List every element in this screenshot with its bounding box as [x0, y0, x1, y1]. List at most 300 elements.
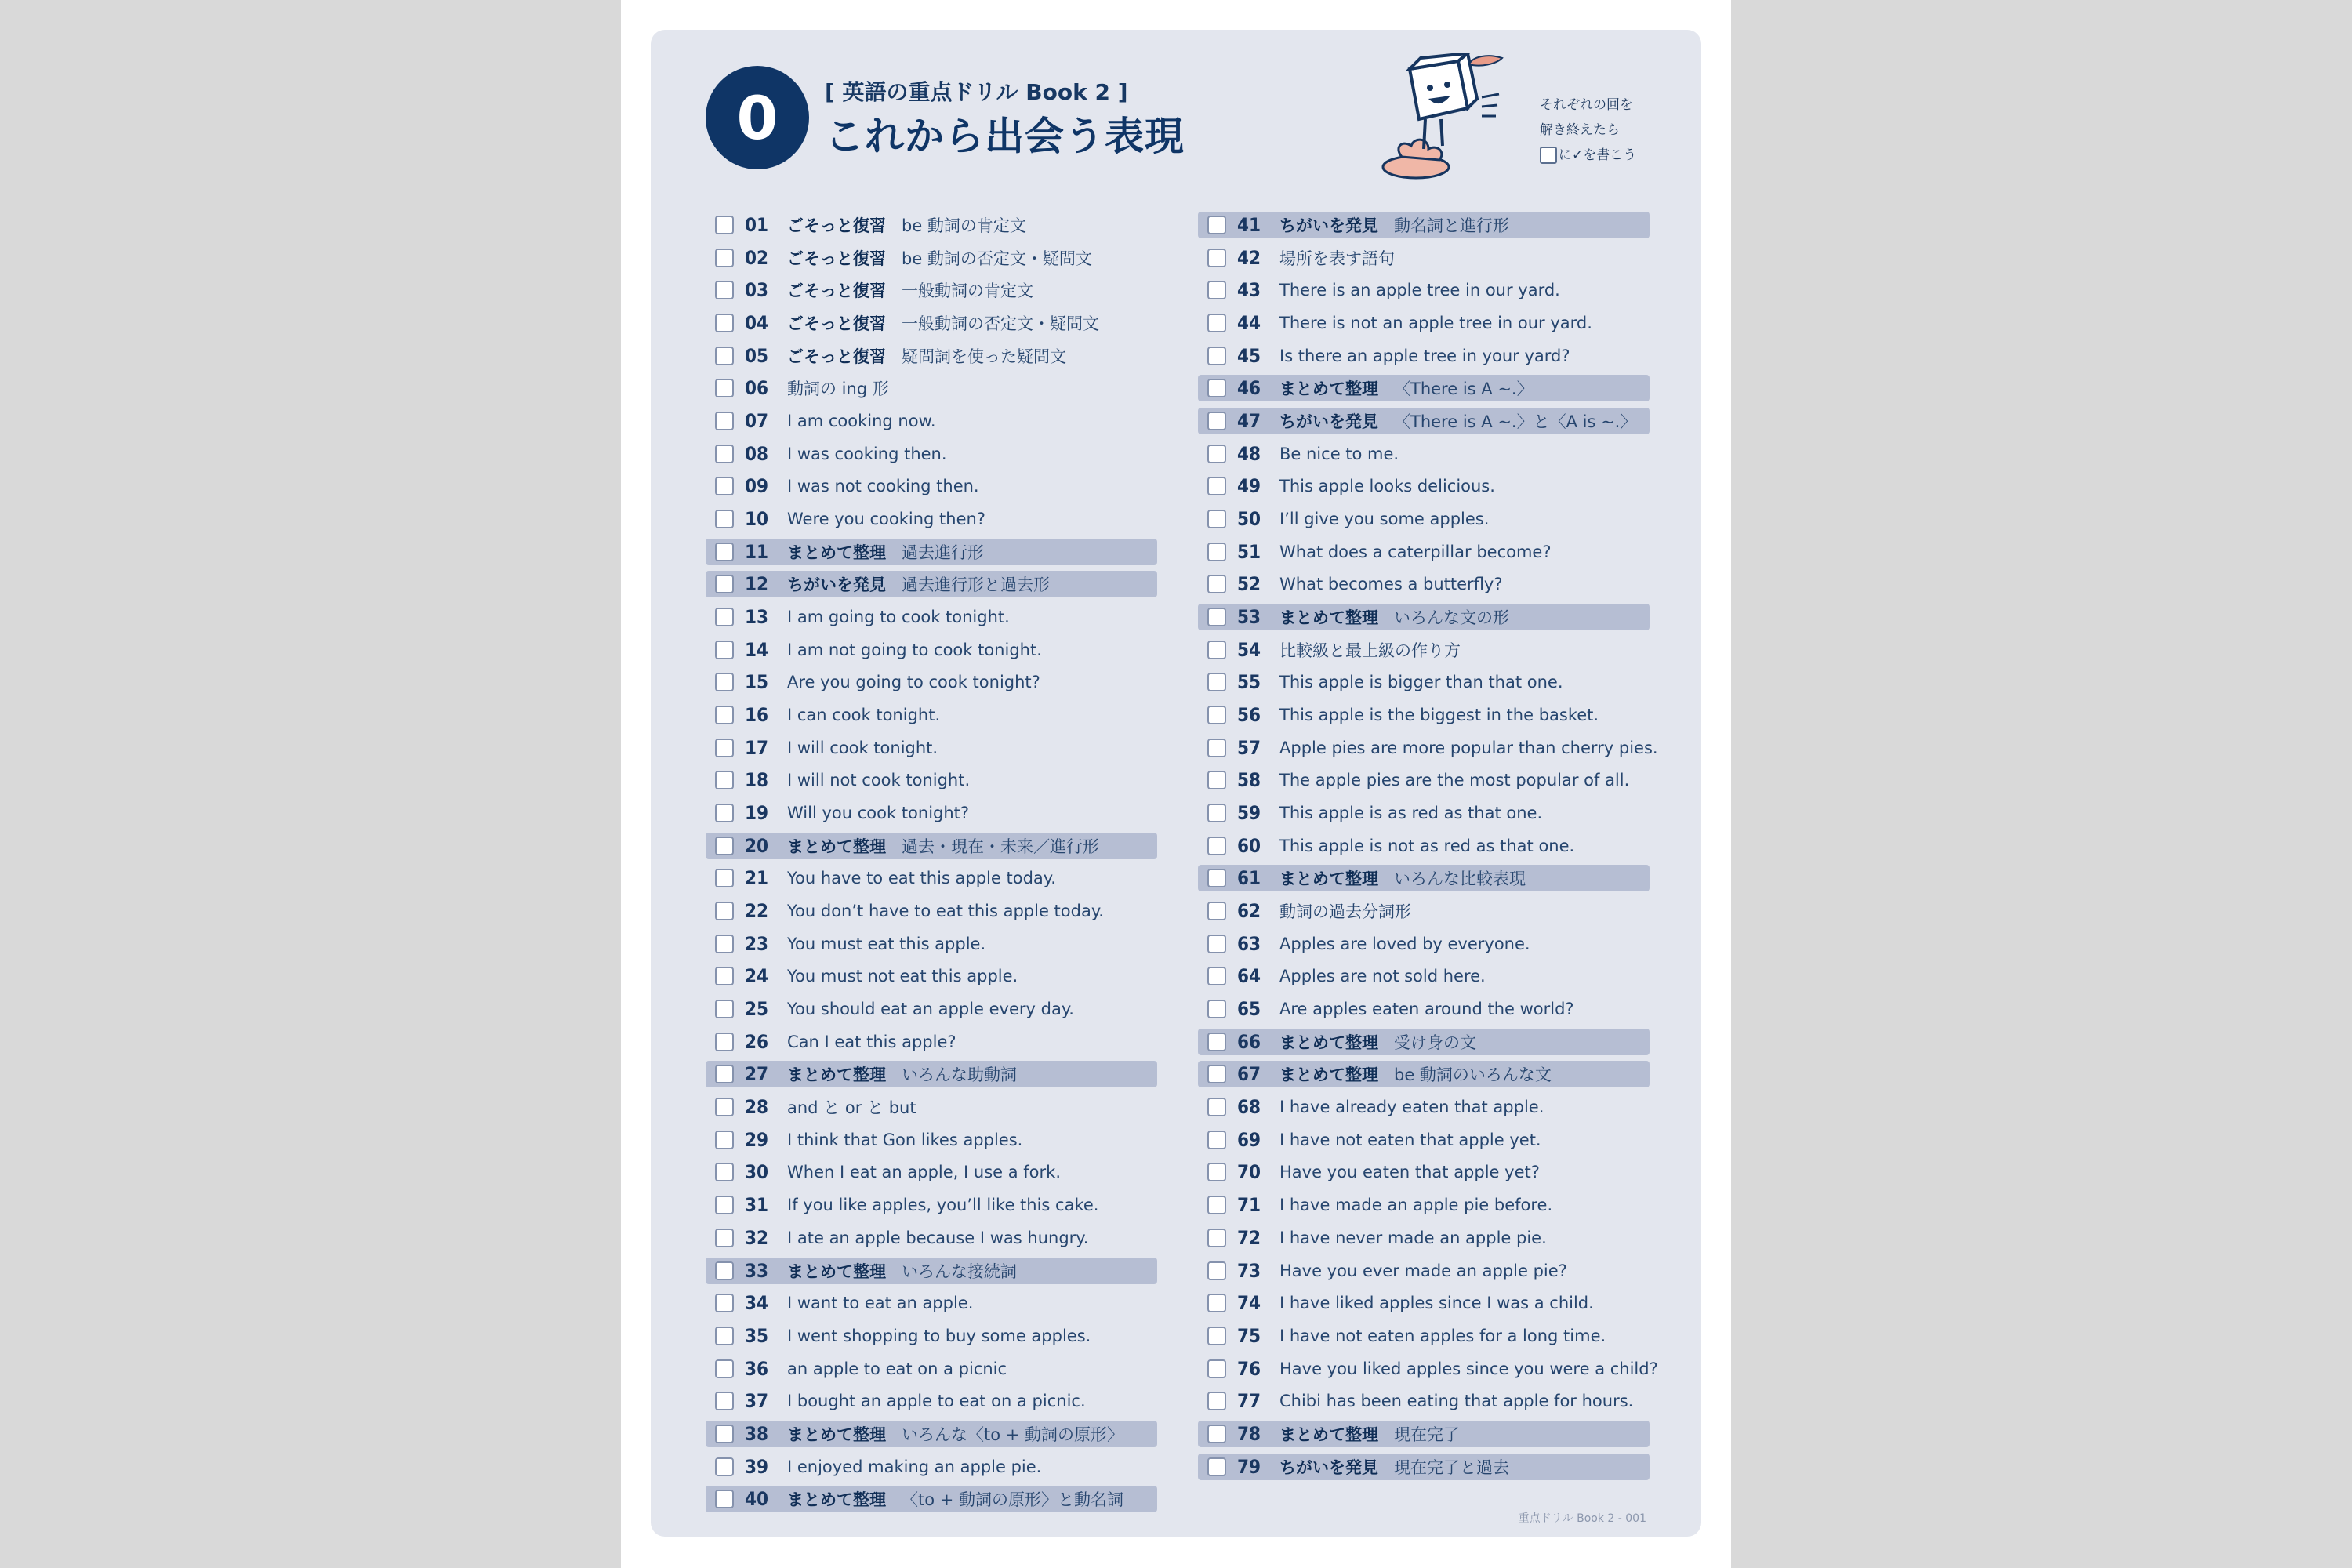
- item-text: 〈There is A ~.〉: [1394, 379, 1534, 399]
- instruction-note: [1540, 93, 1697, 168]
- item-checkbox[interactable]: [715, 1131, 734, 1149]
- checklist-item: [1198, 1258, 1650, 1284]
- item-text: Have you liked apples since you were a child?: [1279, 1359, 1658, 1378]
- item-text: 一般動詞の肯定文: [902, 281, 1033, 301]
- instruction-line-3-wrap: [1540, 143, 1697, 168]
- item-category-tag: ちがいを発見: [1279, 1457, 1378, 1477]
- item-number: 57: [1237, 736, 1261, 759]
- item-checkbox[interactable]: [1207, 379, 1226, 397]
- checklist-item: [1198, 1323, 1650, 1349]
- checklist-item: [1198, 1388, 1650, 1414]
- checklist-item: [706, 1159, 1157, 1185]
- checklist-item: [1198, 702, 1650, 728]
- checklist-item: [1198, 343, 1650, 369]
- item-text: いろんな接続詞: [902, 1261, 1017, 1281]
- item-text: You must eat this apple.: [787, 934, 986, 953]
- item-category-tag: ごそっと復習: [787, 314, 886, 334]
- checklist-item: [1198, 245, 1650, 271]
- item-checkbox[interactable]: [715, 1490, 734, 1508]
- item-number: 60: [1237, 834, 1261, 857]
- item-text: 動名詞と進行形: [1394, 216, 1509, 235]
- item-number: 32: [745, 1226, 769, 1249]
- item-number: 64: [1237, 965, 1261, 988]
- checklist-item: [1198, 767, 1650, 793]
- item-checkbox[interactable]: [1207, 1000, 1226, 1018]
- item-checkbox[interactable]: [715, 902, 734, 920]
- checklist-item: [1198, 800, 1650, 826]
- checklist-item: [1198, 1159, 1650, 1185]
- item-checkbox[interactable]: [715, 1229, 734, 1247]
- item-text: 比較級と最上級の作り方: [1279, 641, 1461, 660]
- item-checkbox[interactable]: [715, 1098, 734, 1116]
- mascot-illustration: [1370, 53, 1512, 187]
- item-checkbox[interactable]: [1207, 837, 1226, 855]
- item-number: 07: [745, 410, 769, 433]
- checklist-card: [651, 30, 1701, 1537]
- item-checkbox[interactable]: [715, 641, 734, 659]
- item-text: Chibi has been eating that apple for hours.: [1279, 1392, 1634, 1411]
- item-category-tag: ごそっと復習: [787, 249, 886, 268]
- item-checkbox[interactable]: [715, 379, 734, 397]
- item-checkbox[interactable]: [1207, 281, 1226, 299]
- item-checkbox[interactable]: [715, 869, 734, 887]
- checklist-item: [1198, 931, 1650, 957]
- item-checkbox[interactable]: [1207, 510, 1226, 528]
- item-text: I want to eat an apple.: [787, 1294, 974, 1313]
- item-number: 69: [1237, 1128, 1261, 1151]
- item-number: 79: [1237, 1455, 1261, 1478]
- item-number: 33: [745, 1259, 769, 1282]
- checklist-item: [706, 800, 1157, 826]
- item-number: 23: [745, 932, 769, 955]
- item-category-tag: まとめて整理: [1279, 1065, 1378, 1085]
- item-number: 35: [745, 1324, 769, 1347]
- item-checkbox[interactable]: [1207, 1327, 1226, 1345]
- item-checkbox[interactable]: [715, 673, 734, 691]
- checklist-item: [706, 1258, 1157, 1284]
- item-checkbox[interactable]: [1207, 1065, 1226, 1083]
- checklist-item: [1198, 1029, 1650, 1055]
- item-number: 72: [1237, 1226, 1261, 1249]
- item-text: 場所を表す語句: [1279, 249, 1395, 268]
- item-number: 76: [1237, 1357, 1261, 1380]
- item-text: and と or と but: [787, 1098, 916, 1118]
- item-checkbox[interactable]: [715, 412, 734, 430]
- item-text: The apple pies are the most popular of all.: [1279, 771, 1630, 790]
- item-checkbox[interactable]: [1207, 249, 1226, 267]
- item-number: 40: [745, 1488, 769, 1511]
- item-number: 02: [745, 246, 769, 269]
- item-checkbox[interactable]: [715, 1425, 734, 1443]
- checklist-item: [706, 408, 1157, 434]
- item-category-tag: まとめて整理: [787, 543, 886, 562]
- checklist-item: [1198, 571, 1650, 597]
- item-number: 62: [1237, 900, 1261, 923]
- item-text: I will not cook tonight.: [787, 771, 971, 790]
- item-number: 73: [1237, 1259, 1261, 1282]
- item-number: 66: [1237, 1030, 1261, 1053]
- checklist-item: [1198, 1192, 1650, 1218]
- checklist-item: [706, 735, 1157, 761]
- item-number: 22: [745, 900, 769, 923]
- item-text: This apple is not as red as that one.: [1279, 836, 1575, 855]
- item-text: 動詞の過去分詞形: [1279, 902, 1411, 922]
- item-text: You don’t have to eat this apple today.: [787, 902, 1104, 921]
- item-text: いろんな文の形: [1394, 608, 1509, 628]
- item-number: 58: [1237, 769, 1261, 792]
- item-text: 疑問詞を使った疑問文: [902, 347, 1066, 366]
- checklist-item: [706, 277, 1157, 303]
- checklist-item: [1198, 865, 1650, 891]
- item-text: いろんな助動詞: [902, 1065, 1017, 1085]
- item-text: This apple is the biggest in the basket.: [1279, 706, 1599, 725]
- item-checkbox[interactable]: [1207, 412, 1226, 430]
- checklist-item: [1198, 408, 1650, 434]
- item-text: Are you going to cook tonight?: [787, 673, 1040, 692]
- item-text: 過去進行形: [902, 543, 984, 562]
- item-number: 67: [1237, 1063, 1261, 1086]
- item-text: When I eat an apple, I use a fork.: [787, 1163, 1062, 1182]
- item-number: 08: [745, 442, 769, 465]
- checklist-item: [706, 1421, 1157, 1447]
- item-number: 45: [1237, 344, 1261, 367]
- item-checkbox[interactable]: [715, 314, 734, 332]
- checklist-item: [706, 1029, 1157, 1055]
- item-text: I ate an apple because I was hungry.: [787, 1228, 1089, 1247]
- item-checkbox[interactable]: [715, 967, 734, 985]
- item-number: 31: [745, 1194, 769, 1217]
- item-number: 34: [745, 1292, 769, 1315]
- item-checkbox[interactable]: [715, 771, 734, 789]
- item-number: 77: [1237, 1390, 1261, 1413]
- item-checkbox[interactable]: [1207, 347, 1226, 365]
- item-text: 過去・現在・未来／進行形: [902, 837, 1099, 856]
- item-number: 41: [1237, 214, 1261, 236]
- item-number: 50: [1237, 508, 1261, 531]
- item-checkbox[interactable]: [1207, 1294, 1226, 1312]
- item-number: 25: [745, 998, 769, 1021]
- checklist-item: [1198, 1127, 1650, 1153]
- item-category-tag: ごそっと復習: [787, 216, 886, 235]
- item-checkbox[interactable]: [715, 543, 734, 561]
- item-checkbox[interactable]: [715, 281, 734, 299]
- item-checkbox[interactable]: [715, 1261, 734, 1280]
- item-category-tag: まとめて整理: [787, 1065, 886, 1085]
- item-number: 37: [745, 1390, 769, 1413]
- item-category-tag: ごそっと復習: [787, 281, 886, 301]
- item-number: 28: [745, 1096, 769, 1119]
- item-text: 過去進行形と過去形: [902, 575, 1050, 595]
- item-checkbox[interactable]: [715, 445, 734, 463]
- item-checkbox[interactable]: [1207, 967, 1226, 985]
- item-number: 27: [745, 1063, 769, 1086]
- checklist-item: [706, 604, 1157, 630]
- item-checkbox[interactable]: [715, 1196, 734, 1214]
- item-category-tag: まとめて整理: [1279, 1033, 1378, 1052]
- checklist-item: [1198, 506, 1650, 532]
- item-number: 55: [1237, 671, 1261, 694]
- item-checkbox[interactable]: [715, 575, 734, 593]
- item-number: 43: [1237, 279, 1261, 302]
- item-checkbox[interactable]: [715, 739, 734, 757]
- item-number: 56: [1237, 704, 1261, 727]
- item-number: 03: [745, 279, 769, 302]
- item-category-tag: まとめて整理: [1279, 379, 1378, 399]
- checklist-item: [1198, 735, 1658, 761]
- item-category-tag: まとめて整理: [787, 1261, 886, 1281]
- checklist-item: [706, 767, 1157, 793]
- item-checkbox[interactable]: [1207, 314, 1226, 332]
- item-number: 68: [1237, 1096, 1261, 1119]
- item-number: 48: [1237, 442, 1261, 465]
- item-checkbox[interactable]: [1207, 1033, 1226, 1051]
- item-category-tag: ちがいを発見: [1279, 216, 1378, 235]
- checklist-item: [1198, 1225, 1650, 1251]
- item-checkbox[interactable]: [715, 608, 734, 626]
- item-checkbox[interactable]: [1207, 706, 1226, 724]
- item-number: 20: [745, 834, 769, 857]
- item-checkbox[interactable]: [1207, 869, 1226, 887]
- checklist-item: [706, 212, 1157, 238]
- checklist-item: [706, 669, 1157, 695]
- instruction-line-2: 解き終えたら: [1540, 122, 1620, 138]
- item-checkbox[interactable]: [715, 1359, 734, 1378]
- item-number: 15: [745, 671, 769, 694]
- item-checkbox[interactable]: [1207, 1098, 1226, 1116]
- item-checkbox[interactable]: [1207, 1163, 1226, 1181]
- item-checkbox[interactable]: [1207, 445, 1226, 463]
- item-checkbox[interactable]: [1207, 1392, 1226, 1410]
- item-checkbox[interactable]: [715, 1294, 734, 1312]
- item-number: 42: [1237, 246, 1261, 269]
- item-text: 一般動詞の否定文・疑問文: [902, 314, 1099, 334]
- item-number: 49: [1237, 475, 1261, 498]
- checklist-item: [1198, 1421, 1650, 1447]
- item-text: be 動詞の肯定文: [902, 216, 1026, 235]
- checklist-item: [1198, 1356, 1658, 1382]
- item-text: Apple pies are more popular than cherry pies.: [1279, 738, 1658, 757]
- checklist-item: [1198, 1290, 1650, 1316]
- item-checkbox[interactable]: [715, 1033, 734, 1051]
- item-checkbox[interactable]: [715, 935, 734, 953]
- lesson-number-badge: 0: [706, 66, 809, 169]
- item-text: 動詞の ing 形: [787, 379, 889, 399]
- item-checkbox[interactable]: [715, 216, 734, 234]
- item-number: 19: [745, 802, 769, 825]
- item-checkbox[interactable]: [1207, 1457, 1226, 1476]
- item-text: You have to eat this apple today.: [787, 869, 1056, 888]
- item-checkbox[interactable]: [1207, 739, 1226, 757]
- item-checkbox[interactable]: [1207, 477, 1226, 495]
- checklist-item: [1198, 310, 1650, 336]
- checklist-item: [706, 931, 1157, 957]
- checklist-item: [1198, 669, 1650, 695]
- item-number: 52: [1237, 573, 1261, 596]
- item-checkbox[interactable]: [1207, 608, 1226, 626]
- instruction-line-1: それぞれの回を: [1540, 97, 1633, 113]
- checklist-item: [706, 1356, 1157, 1382]
- checklist-item: [706, 539, 1157, 565]
- item-text: You should eat an apple every day.: [787, 1000, 1074, 1019]
- checklist-item: [1198, 277, 1650, 303]
- item-checkbox[interactable]: [1207, 804, 1226, 822]
- item-text: いろんな〈to + 動詞の原形〉: [902, 1425, 1124, 1444]
- item-text: I’ll give you some apples.: [1279, 510, 1490, 529]
- checklist-item: [706, 1094, 1157, 1120]
- checklist-item: [706, 963, 1157, 989]
- checklist-item: [1198, 539, 1650, 565]
- item-text: 受け身の文: [1394, 1033, 1476, 1052]
- item-number: 16: [745, 704, 769, 727]
- item-number: 36: [745, 1357, 769, 1380]
- item-checkbox[interactable]: [1207, 1425, 1226, 1443]
- item-number: 65: [1237, 998, 1261, 1021]
- checklist-item: [1198, 441, 1650, 467]
- checklist-item: [706, 473, 1157, 499]
- item-number: 75: [1237, 1324, 1261, 1347]
- checklist-item: [706, 506, 1157, 532]
- item-number: 29: [745, 1128, 769, 1151]
- item-checkbox[interactable]: [715, 1457, 734, 1476]
- checklist-item: [1198, 963, 1650, 989]
- item-checkbox[interactable]: [1207, 1359, 1226, 1378]
- item-checkbox[interactable]: [1207, 771, 1226, 789]
- item-text: Will you cook tonight?: [787, 804, 970, 823]
- checklist-item: [706, 898, 1157, 924]
- left-checklist-column: [706, 212, 1157, 1519]
- checklist-item: [706, 571, 1157, 597]
- item-category-tag: まとめて整理: [787, 1490, 886, 1510]
- item-checkbox[interactable]: [1207, 1229, 1226, 1247]
- item-checkbox[interactable]: [1207, 575, 1226, 593]
- item-number: 26: [745, 1030, 769, 1053]
- item-text: Have you eaten that apple yet?: [1279, 1163, 1540, 1182]
- checklist-item: [706, 343, 1157, 369]
- item-text: I am not going to cook tonight.: [787, 640, 1042, 659]
- item-number: 18: [745, 769, 769, 792]
- item-checkbox[interactable]: [715, 706, 734, 724]
- item-text: I can cook tonight.: [787, 706, 941, 725]
- checklist-item: [706, 245, 1157, 271]
- item-checkbox[interactable]: [715, 837, 734, 855]
- checklist-item: [706, 1192, 1157, 1218]
- item-number: 30: [745, 1161, 769, 1184]
- item-number: 78: [1237, 1422, 1261, 1445]
- item-checkbox[interactable]: [1207, 1131, 1226, 1149]
- item-category-tag: まとめて整理: [1279, 869, 1378, 889]
- item-checkbox[interactable]: [715, 510, 734, 528]
- item-number: 39: [745, 1455, 769, 1478]
- item-text: This apple is as red as that one.: [1279, 804, 1543, 823]
- item-text: I think that Gon likes apples.: [787, 1130, 1023, 1149]
- item-text: What does a caterpillar become?: [1279, 542, 1552, 561]
- item-text: be 動詞のいろんな文: [1394, 1065, 1552, 1085]
- item-text: You must not eat this apple.: [787, 967, 1018, 986]
- item-text: Were you cooking then?: [787, 510, 985, 529]
- item-checkbox[interactable]: [1207, 641, 1226, 659]
- item-text: I was cooking then.: [787, 444, 947, 463]
- item-checkbox[interactable]: [1207, 1261, 1226, 1280]
- item-number: 10: [745, 508, 769, 531]
- item-checkbox[interactable]: [715, 1000, 734, 1018]
- checklist-item: [1198, 212, 1650, 238]
- item-checkbox[interactable]: [715, 804, 734, 822]
- item-text: There is an apple tree in our yard.: [1279, 281, 1560, 300]
- checklist-item: [706, 1388, 1157, 1414]
- item-checkbox[interactable]: [715, 249, 734, 267]
- item-text: Apples are not sold here.: [1279, 967, 1486, 986]
- checklist-item: [1198, 1061, 1650, 1087]
- item-number: 05: [745, 344, 769, 367]
- checklist-item: [706, 1323, 1157, 1349]
- checklist-item: [706, 441, 1157, 467]
- item-checkbox[interactable]: [1207, 216, 1226, 234]
- item-text: be 動詞の否定文・疑問文: [902, 249, 1092, 268]
- checklist-item: [1198, 637, 1650, 663]
- item-number: 12: [745, 573, 769, 596]
- item-text: If you like apples, you’ll like this cake.: [787, 1196, 1099, 1215]
- checklist-item: [706, 310, 1157, 336]
- item-number: 63: [1237, 932, 1261, 955]
- item-checkbox[interactable]: [1207, 1196, 1226, 1214]
- item-checkbox[interactable]: [715, 347, 734, 365]
- item-checkbox[interactable]: [1207, 935, 1226, 953]
- item-text: I am going to cook tonight.: [787, 608, 1010, 627]
- item-checkbox[interactable]: [715, 1065, 734, 1083]
- checklist-item: [1198, 473, 1650, 499]
- checklist-item: [706, 1225, 1157, 1251]
- item-number: 46: [1237, 377, 1261, 400]
- checklist-item: [1198, 833, 1650, 859]
- item-number: 44: [1237, 312, 1261, 335]
- worksheet-page: [621, 0, 1731, 1568]
- item-text: I will cook tonight.: [787, 738, 938, 757]
- item-number: 09: [745, 475, 769, 498]
- item-checkbox[interactable]: [715, 1392, 734, 1410]
- book-subtitle: [ 英語の重点ドリル Book 2 ]: [825, 79, 1128, 105]
- item-text: 〈There is A ~.〉と〈A is ~.〉: [1394, 412, 1637, 432]
- checklist-item: [706, 1486, 1157, 1512]
- item-checkbox[interactable]: [715, 477, 734, 495]
- right-checklist-column: [1198, 212, 1658, 1486]
- item-number: 17: [745, 736, 769, 759]
- item-text: I have already eaten that apple.: [1279, 1098, 1544, 1117]
- item-number: 21: [745, 867, 769, 890]
- checklist-item: [706, 1061, 1157, 1087]
- item-category-tag: ごそっと復習: [787, 347, 886, 366]
- item-checkbox[interactable]: [715, 1327, 734, 1345]
- page-title: これから出会う表現: [825, 114, 1185, 159]
- item-text: 現在完了と過去: [1394, 1457, 1509, 1477]
- item-text: I went shopping to buy some apples.: [787, 1326, 1091, 1345]
- checklist-item: [1198, 604, 1650, 630]
- item-number: 38: [745, 1422, 769, 1445]
- page-footer: 重点ドリル Book 2 - 001: [1518, 1512, 1646, 1525]
- item-text: What becomes a butterfly?: [1279, 575, 1503, 594]
- item-checkbox[interactable]: [1207, 902, 1226, 920]
- checklist-item: [706, 865, 1157, 891]
- item-checkbox[interactable]: [1207, 673, 1226, 691]
- checklist-item: [706, 833, 1157, 859]
- item-number: 24: [745, 965, 769, 988]
- item-text: 現在完了: [1394, 1425, 1460, 1444]
- item-number: 70: [1237, 1161, 1261, 1184]
- item-text: いろんな比較表現: [1394, 869, 1526, 889]
- item-text: Are apples eaten around the world?: [1279, 1000, 1574, 1019]
- item-checkbox[interactable]: [1207, 543, 1226, 561]
- item-text: This apple is bigger than that one.: [1279, 673, 1563, 692]
- item-checkbox[interactable]: [715, 1163, 734, 1181]
